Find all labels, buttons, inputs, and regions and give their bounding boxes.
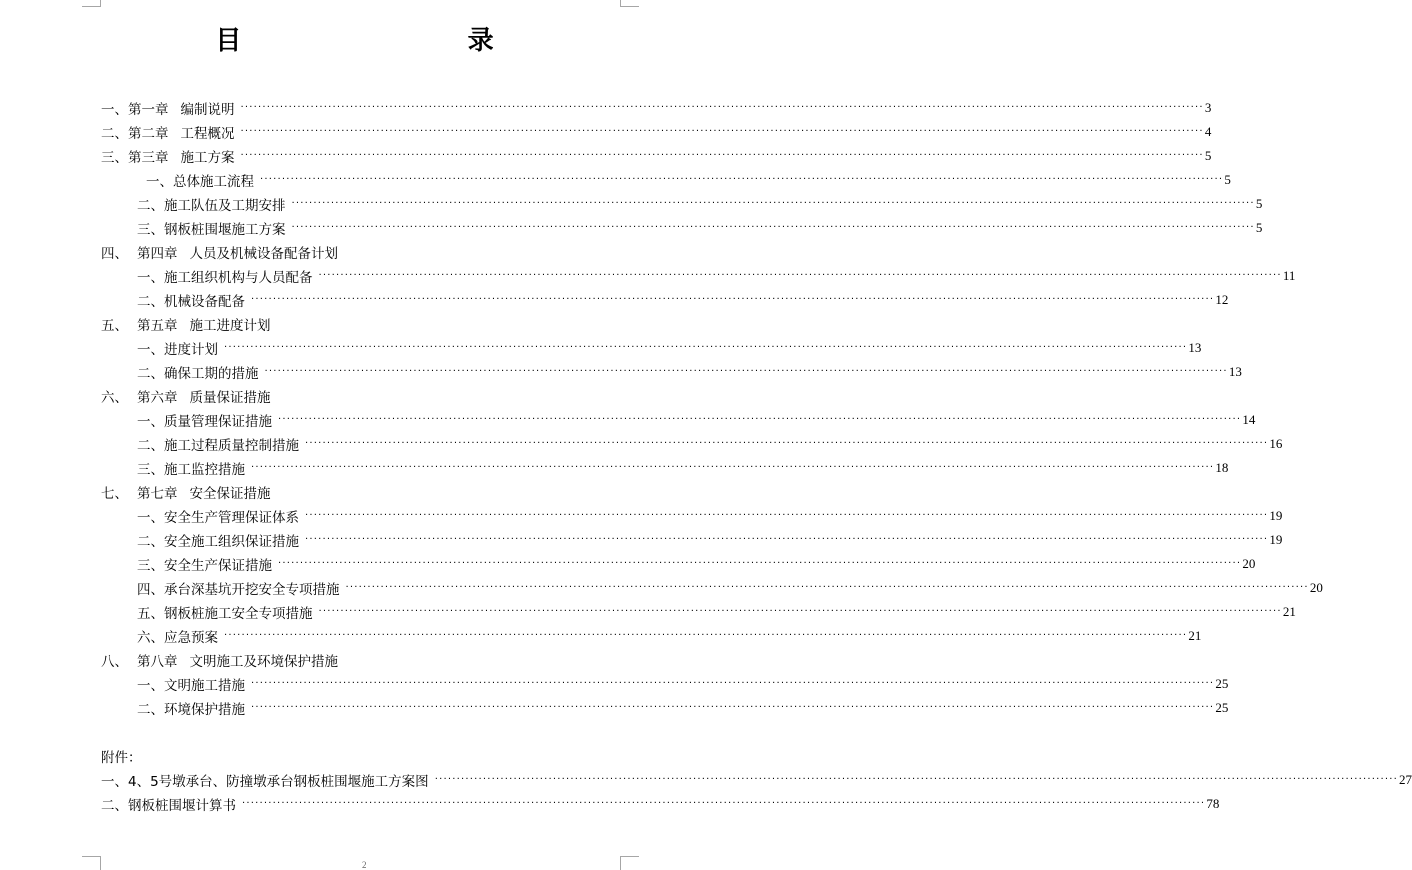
page-number-mark: 2: [362, 860, 367, 870]
toc-item-label: 五、钢板桩施工安全专项措施: [137, 606, 313, 622]
toc-item-label: 二、环境保护措施: [137, 702, 245, 718]
toc-dot-leader: ····························································································································································································································: [278, 558, 1242, 569]
toc-section-row[interactable]: [137, 674, 1229, 694]
annex-row[interactable]: [101, 794, 1220, 814]
toc-item-number: 六、: [101, 390, 128, 406]
toc-item-label: 一、4、5号墩承台、防撞墩承台钢板桩围堰施工方案图: [101, 774, 429, 790]
toc-chapter-row[interactable]: [101, 146, 1212, 166]
toc-section-row[interactable]: [137, 458, 1229, 478]
toc-page-number: 5: [1224, 172, 1231, 187]
toc-dot-leader: ····························································································································································································································: [240, 102, 1204, 113]
crop-mark-top-left: [82, 0, 101, 7]
toc-item-label: 人员及机械设备配备计划: [189, 246, 338, 262]
toc-section-row[interactable]: [137, 410, 1256, 430]
toc-page-number: 21: [1282, 604, 1296, 619]
toc-item-label: 一、施工组织机构与人员配备: [137, 270, 313, 286]
toc-page-number: 5: [1204, 148, 1212, 163]
toc-chapter-label: 第四章: [137, 246, 178, 262]
toc-item-label: 二、安全施工组织保证措施: [137, 534, 299, 550]
toc-page-number: 19: [1269, 508, 1283, 523]
toc-chapter-row[interactable]: [101, 482, 534, 502]
toc-item-label: 编制说明: [180, 102, 235, 118]
toc-item-number: 三、: [101, 150, 128, 166]
toc-page-number: 78: [1206, 796, 1220, 811]
toc-dot-leader: ····························································································································································································································: [278, 414, 1242, 425]
toc-page-number: 3: [1204, 100, 1212, 115]
toc-dot-leader: ····························································································································································································································: [345, 582, 1309, 593]
toc-item-number: 二、: [101, 126, 128, 142]
toc-chapter-label: 第二章: [128, 126, 169, 142]
toc-chapter-label: 第三章: [128, 150, 169, 166]
toc-item-label: 工程概况: [180, 126, 235, 142]
toc-item-label: 六、应急预案: [137, 630, 218, 646]
toc-page-number: 13: [1188, 340, 1202, 355]
toc-chapter-row[interactable]: [101, 386, 534, 406]
toc-item-label: 二、施工队伍及工期安排: [137, 198, 286, 214]
toc-item-label: 三、钢板桩围堰施工方案: [137, 222, 286, 238]
toc-section-row[interactable]: [137, 290, 1229, 310]
toc-section-row[interactable]: [137, 338, 1202, 358]
toc-dot-leader: ····························································································································································································································: [318, 270, 1282, 281]
toc-dot-leader: ····························································································································································································································: [264, 366, 1228, 377]
toc-dot-leader: ····························································································································································································································: [291, 198, 1255, 209]
annex-row[interactable]: [101, 770, 1412, 790]
crop-mark-bottom-right: [620, 856, 639, 870]
crop-mark-top-right: [620, 0, 639, 7]
toc-dot-leader: ····························································································································································································································: [434, 774, 1399, 785]
annex-heading: 附件：: [101, 750, 142, 766]
toc-section-row[interactable]: [137, 434, 1283, 454]
toc-section-row[interactable]: [137, 194, 1263, 214]
toc-dot-leader: ····························································································································································································································: [240, 126, 1204, 137]
toc-page-number: 12: [1215, 292, 1229, 307]
toc-chapter-row[interactable]: [101, 122, 1212, 142]
toc-dot-leader: ····························································································································································································································: [251, 462, 1215, 473]
toc-chapter-row[interactable]: [101, 98, 1212, 118]
toc-section-row[interactable]: [137, 578, 1323, 598]
toc-page-number: 5: [1255, 196, 1263, 211]
toc-item-label: 三、安全生产保证措施: [137, 558, 272, 574]
toc-chapter-label: 第七章: [137, 486, 178, 502]
toc-chapter-label: 第一章: [128, 102, 169, 118]
toc-dot-leader: ····························································································································································································································: [305, 438, 1269, 449]
toc-dot-leader: ····························································································································································································································: [260, 174, 1224, 185]
toc-item-number: 一、: [101, 102, 128, 118]
toc-page-number: 5: [1255, 220, 1263, 235]
toc-section-row[interactable]: [137, 218, 1263, 238]
toc-item-label: 施工进度计划: [189, 318, 271, 334]
toc-item-label: 三、施工监控措施: [137, 462, 245, 478]
toc-dot-leader: ····························································································································································································································: [251, 702, 1215, 713]
toc-chapter-label: 第八章: [137, 654, 178, 670]
toc-section-row[interactable]: [137, 626, 1202, 646]
toc-item-label: 一、质量管理保证措施: [137, 414, 272, 430]
toc-item-number: 五、: [101, 318, 128, 334]
toc-page-number: 19: [1269, 532, 1283, 547]
toc-chapter-row[interactable]: [101, 650, 534, 670]
toc-page-number: 4: [1204, 124, 1212, 139]
toc-dot-leader: ····························································································································································································································: [318, 606, 1282, 617]
toc-dot-leader: ····························································································································································································································: [224, 630, 1188, 641]
toc-item-label: 施工方案: [180, 150, 235, 166]
toc-item-number: 八、: [101, 654, 128, 670]
toc-section-row[interactable]: [137, 266, 1296, 286]
toc-dot-leader: ····························································································································································································································: [240, 150, 1204, 161]
toc-page-number: 16: [1269, 436, 1283, 451]
toc-section-row[interactable]: [137, 554, 1256, 574]
page-title: 目 录: [215, 26, 532, 56]
toc-section-row[interactable]: [137, 506, 1283, 526]
toc-dot-leader: ····························································································································································································································: [251, 294, 1215, 305]
toc-chapter-row[interactable]: [101, 242, 534, 262]
toc-page-number: 20: [1242, 556, 1256, 571]
toc-section-row[interactable]: [137, 530, 1283, 550]
toc-page-number: 14: [1242, 412, 1256, 427]
toc-page-number: 25: [1215, 676, 1229, 691]
toc-item-label: 四、承台深基坑开挖安全专项措施: [137, 582, 340, 598]
toc-item-label: 一、总体施工流程: [146, 174, 254, 190]
toc-page-number: 20: [1309, 580, 1323, 595]
toc-dot-leader: ····························································································································································································································: [251, 678, 1215, 689]
toc-page-number: 27: [1399, 772, 1412, 787]
toc-chapter-row[interactable]: [101, 314, 534, 334]
toc-item-label: 二、机械设备配备: [137, 294, 245, 310]
toc-item-label: 一、进度计划: [137, 342, 218, 358]
toc-item-label: 安全保证措施: [189, 486, 271, 502]
toc-page-number: 13: [1228, 364, 1242, 379]
toc-page-number: 11: [1282, 268, 1296, 283]
toc-section-row[interactable]: [137, 698, 1229, 718]
toc-item-label: 二、确保工期的措施: [137, 366, 259, 382]
toc-section-row[interactable]: [137, 362, 1242, 382]
toc-dot-leader: ····························································································································································································································: [242, 798, 1206, 809]
toc-section-row[interactable]: [146, 170, 1231, 190]
toc-item-label: 二、施工过程质量控制措施: [137, 438, 299, 454]
toc-chapter-label: 第六章: [137, 390, 178, 406]
toc-item-label: 一、安全生产管理保证体系: [137, 510, 299, 526]
toc-item-number: 七、: [101, 486, 128, 502]
toc-item-number: 四、: [101, 246, 128, 262]
toc-chapter-label: 第五章: [137, 318, 178, 334]
toc-dot-leader: ····························································································································································································································: [305, 510, 1269, 521]
toc-item-label: 二、钢板桩围堰计算书: [101, 798, 236, 814]
toc-page-number: 25: [1215, 700, 1229, 715]
crop-mark-bottom-left: [82, 856, 101, 870]
toc-dot-leader: ····························································································································································································································: [224, 342, 1188, 353]
toc-item-label: 质量保证措施: [189, 390, 271, 406]
toc-item-label: 文明施工及环境保护措施: [189, 654, 338, 670]
toc-dot-leader: ····························································································································································································································: [291, 222, 1255, 233]
toc-section-row[interactable]: [137, 602, 1296, 622]
toc-page-number: 18: [1215, 460, 1229, 475]
toc-item-label: 一、文明施工措施: [137, 678, 245, 694]
toc-dot-leader: ····························································································································································································································: [305, 534, 1269, 545]
toc-page-number: 21: [1188, 628, 1202, 643]
